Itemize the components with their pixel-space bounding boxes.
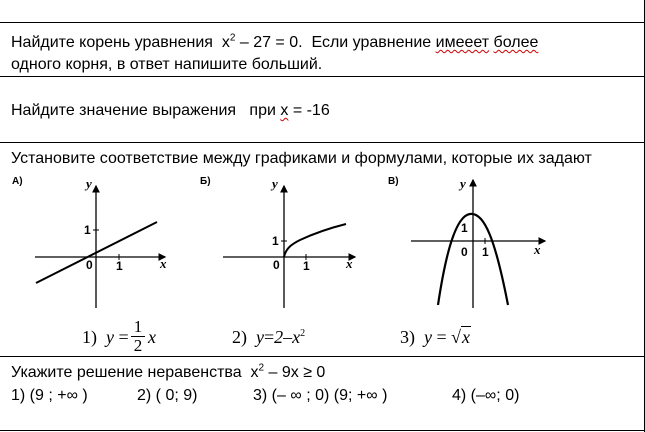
graph-c-y-label: y [460, 176, 466, 191]
q1-line1 [11, 33, 538, 53]
q4-option-2: 2) ( 0; 9) [137, 387, 198, 404]
q1-exp: 2 [229, 32, 236, 44]
graph-a-x-label: x [160, 256, 167, 271]
formula-1-y: y [106, 327, 114, 347]
q1-text-d: более [493, 34, 539, 51]
formula-3-num: 3) [400, 327, 415, 347]
row-divider [0, 142, 645, 143]
q4-option-1: 1) (9 ; +∞ ) [11, 387, 88, 404]
graph-a [12, 176, 167, 308]
q2-text-b: при [249, 102, 276, 119]
row-divider [0, 22, 645, 23]
formula-2-y: y [256, 327, 264, 347]
formula-1-x [148, 327, 156, 348]
formula-1-x-var: x [148, 327, 156, 347]
formula-2-exp: 2 [300, 328, 306, 339]
formula-2-rhs: 2–x [274, 327, 301, 347]
q1-text-b: – 27 = 0. [239, 34, 303, 51]
graph-a-zero: 0 [86, 258, 93, 272]
q1-misspelled-word: имееет [435, 34, 490, 51]
q2-x: x [280, 102, 289, 119]
formula-1-eq: = [118, 327, 129, 347]
formula-3-x: x [462, 327, 471, 347]
q1-line2: одного корня, в ответ напишите больший. [11, 56, 323, 73]
graph-a-label: А) [12, 176, 23, 187]
formula-3-sqrt: √ [451, 327, 462, 347]
formula-2 [232, 327, 305, 348]
graph-b [200, 176, 355, 308]
formula-3-y: y [424, 327, 432, 347]
formula-2-num: 2) [232, 327, 247, 347]
graph-b-one-x: 1 [303, 259, 310, 273]
formula-1-fraction [131, 318, 145, 355]
q4-x: x [250, 364, 259, 381]
formula-2-eq: = [264, 327, 275, 347]
q1-text-c: Если уравнение [311, 34, 432, 51]
formula-1-denominator: 2 [133, 336, 143, 355]
graph-c-zero: 0 [461, 245, 468, 259]
q1-x: x [221, 34, 230, 51]
q1-text-a: Найдите корень уравнения [11, 34, 213, 51]
graph-c [388, 176, 545, 308]
row-divider [0, 430, 645, 431]
q2-line [11, 101, 330, 121]
q3-text: Установите соответствие между графиками и формулами, которые их задают [11, 150, 592, 167]
q4-text-a: Укажите решение неравенства [11, 364, 242, 381]
graph-a-one-y: 1 [84, 223, 91, 237]
graph-a-one-x: 1 [116, 259, 123, 273]
graph-c-label: В) [388, 176, 399, 187]
formula-3-eq: = [436, 327, 447, 347]
graph-b-curve [284, 224, 346, 257]
row-divider [0, 76, 645, 77]
graph-b-y-label: y [272, 176, 278, 191]
formula-1-num: 1) [82, 327, 97, 347]
graph-c-one-x: 1 [482, 245, 489, 259]
q4-text-b: – 9x ≥ 0 [268, 364, 326, 381]
graph-b-label: Б) [200, 176, 211, 187]
formula-1-numerator: 1 [133, 317, 143, 336]
graph-b-zero: 0 [273, 258, 280, 272]
formula-3 [400, 327, 471, 348]
graph-a-y-label: y [86, 176, 92, 191]
q2-text-c: = -16 [292, 102, 330, 119]
q4-option-4: 4) (–∞; 0) [452, 387, 520, 404]
graph-b-x-label: x [346, 256, 353, 271]
graph-b-one-y: 1 [272, 234, 279, 248]
formula-1 [82, 327, 129, 348]
q4-line1 [11, 363, 325, 383]
q4-exp: 2 [258, 362, 265, 374]
q2-text-a: Найдите значение выражения [11, 102, 237, 119]
q4-option-3: 3) (– ∞ ; 0) (9; +∞ ) [253, 387, 388, 404]
graph-c-one-y: 1 [461, 221, 468, 235]
graph-c-x-label: x [534, 242, 541, 257]
